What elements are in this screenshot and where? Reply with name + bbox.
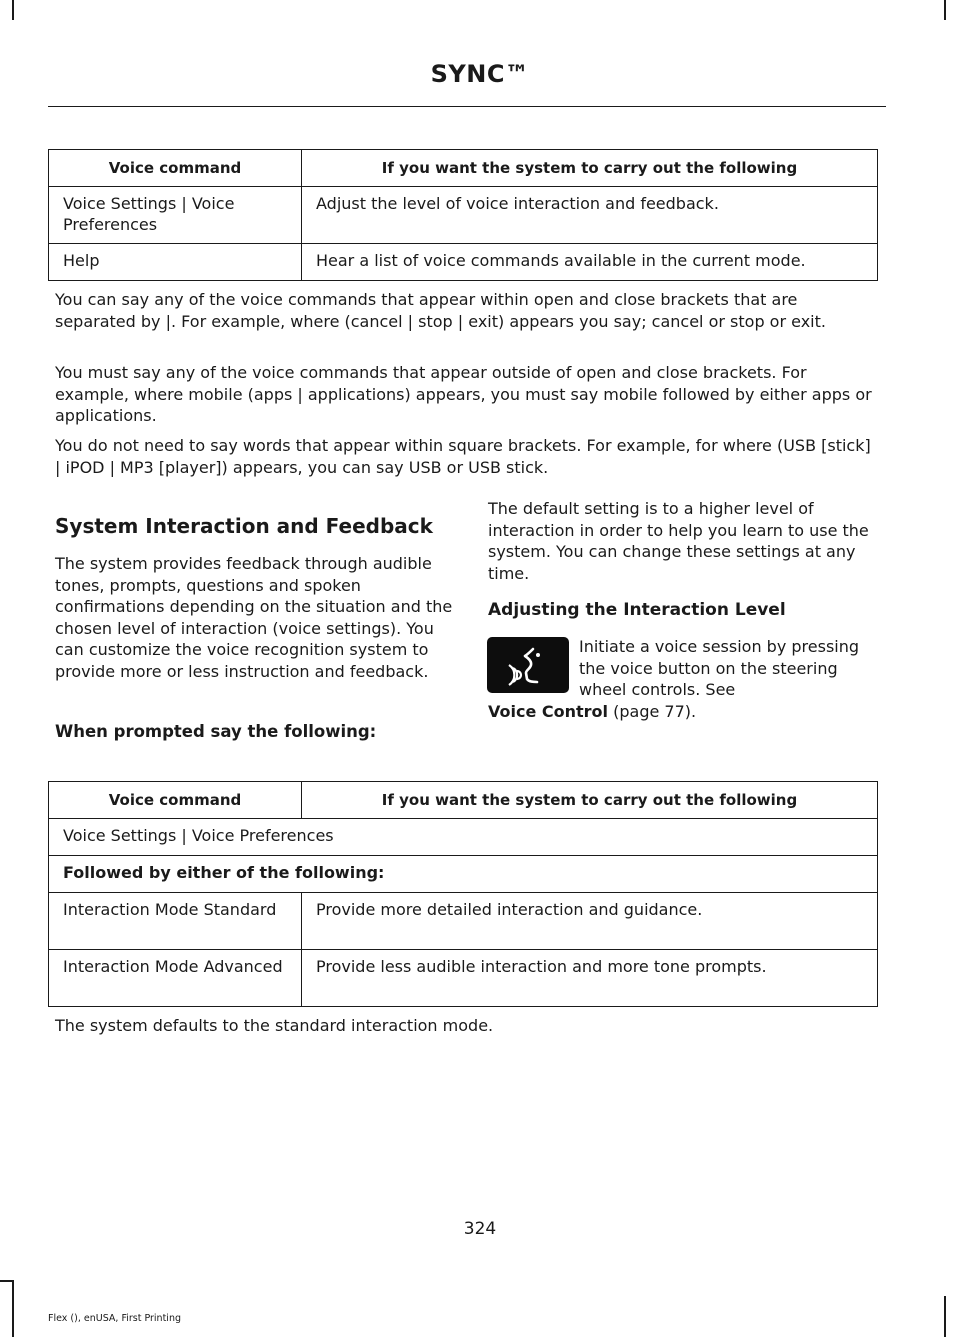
table-row — [49, 950, 878, 1007]
table-header-action: If you want the system to carry out the following — [302, 782, 878, 819]
table-cell-action: Adjust the level of voice interaction and feedback. — [302, 187, 878, 244]
table-cell-command: Voice Settings | Voice Preferences — [49, 187, 302, 244]
paragraph-square-brackets: You do not need to say words that appear within square brackets. For example, for where (USB [stick] | iPOD | MP3 [player]) appears, you can say USB or USB stick. — [55, 436, 871, 477]
table-header-command: Voice command — [49, 150, 302, 187]
crop-mark-top-left — [12, 0, 14, 20]
table-row — [49, 893, 878, 950]
voice-button-icon — [487, 637, 569, 693]
table-cell-action: Hear a list of voice commands available in the current mode. — [302, 244, 878, 281]
crop-mark-bottom-right — [944, 1296, 946, 1337]
table-header-action: If you want the system to carry out the following — [302, 150, 878, 187]
page-header: SYNC™ — [430, 60, 530, 88]
crop-mark-bottom-left-h — [0, 1280, 14, 1282]
table-cell-command: Voice Settings | Voice Preferences — [49, 819, 878, 856]
table-cell-command: Interaction Mode Advanced — [49, 950, 302, 1007]
crop-mark-bottom-left — [12, 1280, 14, 1337]
paragraph-outside-brackets: You must say any of the voice commands that appear outside of open and close brackets. For example, where mobile (apps | applications) appears, you must say mobile followed by either apps or applications. — [55, 363, 872, 425]
section-left-text: The system provides feedback through audible tones, prompts, questions and spoken confirmations depending on the situation and the chosen level of interaction (voice settings). You can customize the voice recognition system to provide more or less instruction and feedback. — [55, 554, 453, 681]
section-heading: System Interaction and Feedback — [55, 514, 433, 538]
voice-reference — [488, 701, 884, 723]
table-cell-action: Provide more detailed interaction and guidance. — [302, 893, 878, 950]
table-cell-command: Help — [49, 244, 302, 281]
paragraph-brackets: You can say any of the voice commands that appear within open and close brackets that are separated by |. For example, where (cancel | stop | exit) appears you say; cancel or stop or exit. — [55, 290, 826, 331]
section-right-text: The default setting is to a higher level of interaction in order to help you learn to use the system. You can change these settings at any time. — [488, 499, 869, 583]
page-number: 324 — [463, 1219, 497, 1239]
table-row — [49, 244, 878, 281]
voice-instruction-text: Initiate a voice session by pressing the voice button on the steering wheel controls. See — [579, 637, 860, 699]
header-rule — [48, 106, 886, 107]
closing-text: The system defaults to the standard interaction mode. — [55, 1016, 494, 1035]
table-cell-action: Provide less audible interaction and more tone prompts. — [302, 950, 878, 1007]
crop-mark-top-right — [944, 0, 946, 20]
subheading-interaction-level: Adjusting the Interaction Level — [488, 600, 786, 620]
table-row — [49, 819, 878, 856]
voice-command-table-2 — [48, 781, 878, 1007]
voice-command-table-1 — [48, 149, 878, 281]
voice-page-ref: (page 77). — [608, 702, 697, 721]
table-row — [49, 856, 878, 893]
table-row — [49, 187, 878, 244]
table-header-command: Voice command — [49, 782, 302, 819]
table-cell-command: Interaction Mode Standard — [49, 893, 302, 950]
voice-control-link[interactable]: Voice Control — [488, 702, 609, 721]
table-followed-by: Followed by either of the following: — [49, 856, 878, 893]
footer-text: Flex (), enUSA, First Printing — [48, 1313, 181, 1324]
prompt-heading: When prompted say the following: — [55, 722, 377, 741]
